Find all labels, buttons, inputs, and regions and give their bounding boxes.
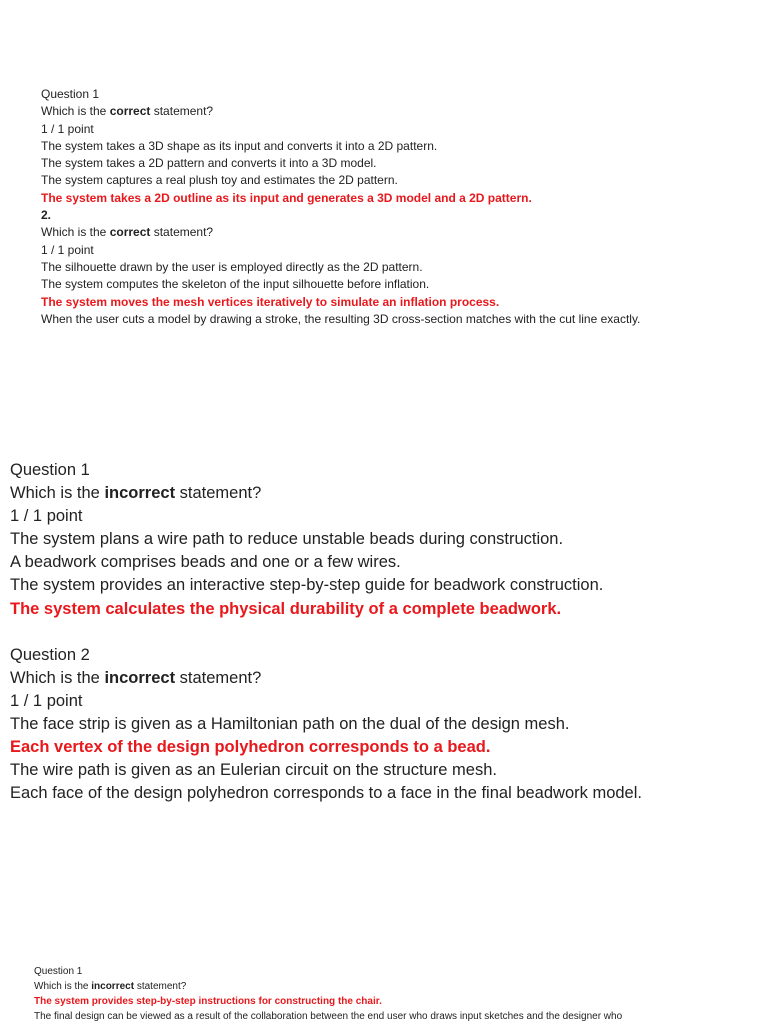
question-points: 1 / 1 point [10, 691, 83, 710]
quiz-section-beadwork [10, 459, 642, 805]
answer-option: The system captures a real plush toy and estimates the 2D pattern. [41, 173, 398, 188]
question-prompt: Which is the correct statement? [41, 225, 214, 240]
correct-answer-option: The system provides step-by-step instructions for constructing the chair. [34, 996, 382, 1007]
correct-answer-option: The system calculates the physical durability of a complete beadwork. [10, 599, 562, 618]
answer-option: A beadwork comprises beads and one or a few wires. [10, 553, 401, 572]
quiz-section-plush [41, 86, 640, 328]
answer-option: The system provides an interactive step-by-step guide for beadwork construction. [10, 576, 604, 595]
answer-option: Each face of the design polyhedron corresponds to a face in the final beadwork model. [10, 784, 642, 803]
answer-option: The face strip is given as a Hamiltonian path on the dual of the design mesh. [10, 714, 570, 733]
prompt-keyword: correct [109, 225, 151, 240]
question-points: 1 / 1 point [41, 121, 94, 136]
question-prompt: Which is the correct statement? [41, 104, 214, 119]
question-label: Question 1 [41, 87, 100, 101]
spacer [10, 621, 642, 644]
prompt-keyword: correct [109, 104, 151, 119]
question-prompt: Which is the incorrect statement? [10, 484, 262, 503]
answer-option: The system takes a 3D shape as its input and converts it into a 2D pattern. [41, 138, 438, 153]
correct-answer-option: Each vertex of the design polyhedron corresponds to a bead. [10, 738, 491, 757]
answer-option: The wire path is given as an Eulerian circuit on the structure mesh. [10, 761, 497, 780]
answer-option: The final design can be viewed as a result of the collaboration between the end user who draws input sketches and the designer who [34, 1011, 623, 1022]
prompt-keyword: incorrect [91, 981, 135, 992]
answer-option: The silhouette drawn by the user is employed directly as the 2D pattern. [41, 259, 423, 274]
question-label: Question 1 [34, 966, 83, 977]
question-points: 1 / 1 point [41, 242, 94, 257]
prompt-keyword: incorrect [104, 668, 176, 687]
question-points: 1 / 1 point [10, 507, 83, 526]
answer-option: The system computes the skeleton of the input silhouette before inflation. [41, 277, 430, 292]
answer-option: The system takes a 2D pattern and converts it into a 3D model. [41, 156, 377, 171]
prompt-keyword: incorrect [104, 484, 176, 503]
quiz-section-chair [34, 964, 622, 1024]
question-prompt: Which is the incorrect statement? [10, 668, 262, 687]
correct-answer-option: The system moves the mesh vertices iteratively to simulate an inflation process. [41, 294, 500, 309]
question-number: 2. [41, 208, 52, 223]
correct-answer-option: The system takes a 2D outline as its input and generates a 3D model and a 2D pattern. [41, 190, 532, 205]
question-prompt: Which is the incorrect statement? [34, 981, 187, 992]
answer-option: The system plans a wire path to reduce unstable beads during construction. [10, 530, 564, 549]
answer-option: When the user cuts a model by drawing a stroke, the resulting 3D cross-section matches with the cut line exactly. [41, 311, 641, 326]
question-label: Question 1 [10, 461, 90, 479]
question-label: Question 2 [10, 645, 90, 664]
